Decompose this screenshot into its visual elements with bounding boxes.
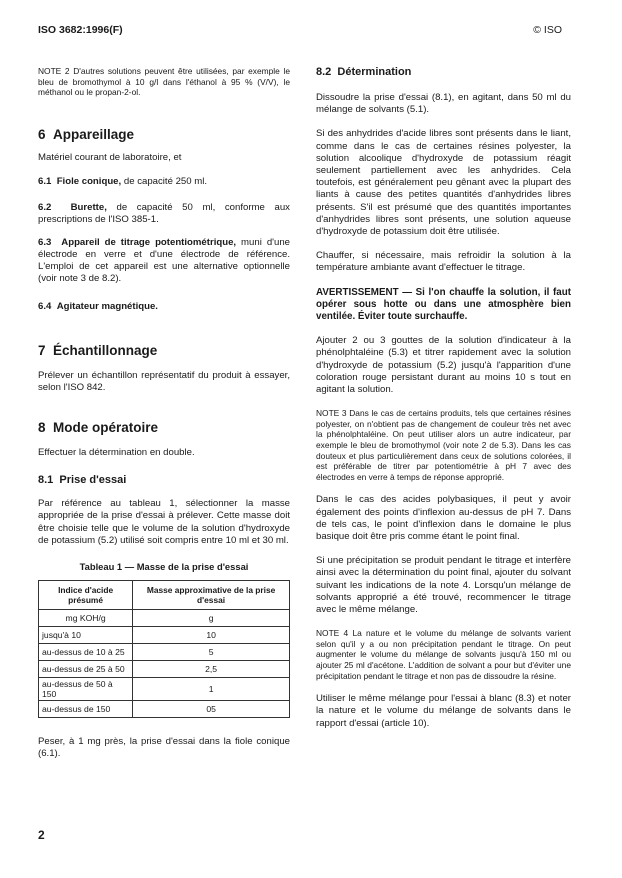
table-row: au-dessus de 25 à 50 2,5 (39, 661, 290, 678)
item-6-2: 6.2 Burette, de capacité 50 ml, conforme aux prescriptions de l'ISO 385-1. (38, 202, 290, 226)
section-8-1-text: Par référence au tableau 1, sélectionner la masse appropriée de la prise d'essai à prélever. Cette masse doit être choisie telle que le volume de la solution d'hydroxyde de potassium (5.2) utilisé soit compris entre 10 ml et 30 ml. (38, 498, 290, 546)
section-7-text: Prélever un échantillon représentatif du produit à essayer, selon l'ISO 842. (38, 369, 290, 393)
col-header-acid-index: Indice d'acide présumé (39, 581, 133, 610)
section-8-heading: 8 Mode opératoire (38, 420, 159, 436)
table-row: au-dessus de 10 à 25 5 (39, 644, 290, 661)
para-blank: Utiliser le même mélange pour l'essai à blanc (8.3) et noter la nature et le volume du mélange de solvants dans le rapport d'essai (article 10). (316, 693, 571, 729)
unit-acid-index: mg KOH/g (39, 610, 133, 627)
section-6-intro: Matériel courant de laboratoire, et (38, 151, 182, 163)
standard-header: ISO 3682:1996(F) (38, 24, 123, 36)
right-column (316, 66, 571, 730)
warning: AVERTISSEMENT — Si l'on chauffe la solution, il faut opérer sous hotte ou dans une atmosphère bien ventilée. Éviter toute surchauffe. (316, 286, 571, 323)
section-7-heading: 7 Échantillonnage (38, 342, 158, 358)
weigh-text: Peser, à 1 mg près, la prise d'essai dans la fiole conique (6.1). (38, 736, 290, 760)
section-8-2-heading: 8.2 Détermination (316, 66, 412, 78)
section-6-heading: 6 Appareillage (38, 126, 135, 142)
section-8-1-heading: 8.1 Prise d'essai (38, 474, 127, 487)
note-4: NOTE 4 La nature et le volume du mélange de solvants varient selon qu'il y a ou non précipitation pendant le titrage. On peut augmenter le volume du mélange de solvants jusqu'à 150 ml ou ajouter 25 ml d'acétone. L'addition de solvant a pour but d'éviter une précipitation pendant le titrage et non pas de dissoudre la résine. (316, 628, 571, 681)
table-1-caption: Tableau 1 — Masse de la prise d'essai (79, 561, 249, 573)
table-row: au-dessus de 150 05 (39, 701, 290, 718)
left-column (38, 66, 290, 760)
note-2: NOTE 2 D'autres solutions peuvent être utilisées, par exemple le bleu de bromothymol à 10 g/l dans l'éthanol à 95 % (V/V), le méthanol ou le propan-2-ol. (38, 66, 290, 98)
para-anhydrides: Si des anhydrides d'acide libres sont présents dans le liant, comme dans le cas de certaines résines polyester, la solution alcoolique d'hydroxyde de potassium réagit seulement partiellement avec les anhydrides. Cela toutefois, est généralement peu gênant avec la plupart des liants à cause des petites quantités d'anhydrides libres présents. S'il est présumé que des quantités importantes d'anhydrides libres sont présents, une solution aqueuse d'hydroxyde de potassium doit être utilisée. (316, 128, 571, 238)
para-titrate: Ajouter 2 ou 3 gouttes de la solution d'indicateur à la phénolphtaléine (5.3) et titrer rapidement avec la solution d'hydroxyde de potassium (5.2) jusqu'à l'apparition d'une coloration rouge persistant durant au moins 10 s tout en agitant la solution. (316, 335, 571, 396)
item-6-4: 6.4 Agitateur magnétique. (38, 301, 158, 313)
item-6-3: 6.3 Appareil de titrage potentiométrique, muni d'une électrode en verre et d'une électrode de référence. L'emploi de cet appareil est une alternative optionnelle (voir note 3 de 8.2). (38, 236, 290, 285)
table-1 (38, 580, 290, 718)
para-dissolve: Dissoudre la prise d'essai (8.1), en agitant, dans 50 ml du mélange de solvants (5.1). (316, 92, 571, 116)
item-6-1: 6.1 Fiole conique, de capacité 250 ml. (38, 175, 208, 187)
iso-copyright: © ISO (533, 24, 562, 36)
table-row: au-dessus de 50 à 150 1 (39, 678, 290, 701)
page-number: 2 (38, 828, 45, 842)
para-precipitation: Si une précipitation se produit pendant le titrage et interfère ainsi avec la détermination du point final, ajouter du solvant suivant les indications de la note 4. Lorsqu'un mélange de solvants approprié a été trouvé, recommencer le titrage avec le même mélange. (316, 555, 571, 616)
unit-mass: g (133, 610, 290, 627)
para-polybasic: Dans le cas des acides polybasiques, il peut y avoir également des points d'inflexion au-dessus de pH 7. Dans de tels cas, le point d'inflexion dans le domaine le plus basique doit être pris comme étant le point final. (316, 494, 571, 543)
col-header-mass: Masse approximative de la prise d'essai (133, 581, 290, 610)
para-heat: Chauffer, si nécessaire, mais refroidir la solution à la température ambiante avant d'effectuer le titrage. (316, 250, 571, 274)
note-3: NOTE 3 Dans le cas de certains produits, tels que certaines résines polyester, on n'obtient pas de changement de couleur très net avec la phénolphtaléine. On peut utiliser alors un autre indicateur, par exemple le bleu de bromothymol (voir note 2 de 5.3). Dans les cas douteux et plus particulièrement dans ceux de solutions colorées, il est préférable de titrer par potentiométrie à pH 7 avec des électrodes en verre à temps de réponse approprié. (316, 408, 571, 482)
table-row: jusqu'à 10 10 (39, 627, 290, 644)
section-8-text: Effectuer la détermination en double. (38, 447, 195, 459)
